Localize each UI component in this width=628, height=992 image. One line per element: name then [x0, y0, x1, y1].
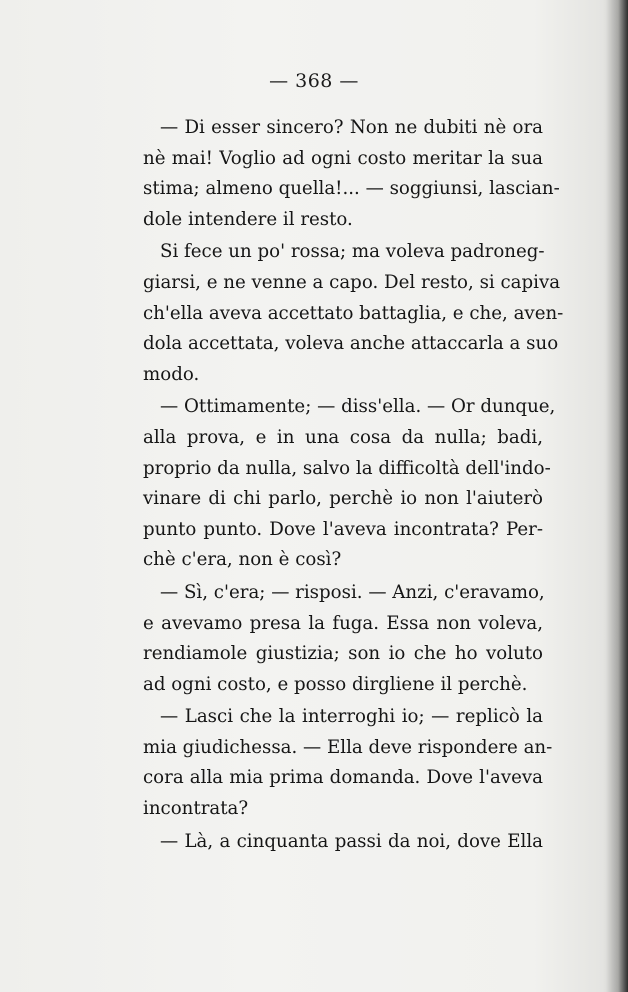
text-line: dole intendere il resto.: [143, 208, 353, 230]
paragraph: [143, 237, 564, 390]
text-line: nè mai! Voglio ad ogni costo meritar la sua: [143, 147, 543, 169]
text-line: dola accettata, voleva anche attaccarla a suo: [143, 333, 559, 355]
text-line: giarsi, e ne venne a capo. Del resto, si capiva: [143, 271, 561, 293]
text-line: vinare di chi parlo, perchè io non l'aiuterò: [143, 488, 543, 510]
text-line: stima; almeno quella!... — soggiunsi, lascian-: [143, 178, 560, 200]
text-line: — Lasci che la interroghi io; — replicò la: [160, 706, 543, 728]
text-line: rendiamole giustizia; son io che ho voluto: [143, 643, 543, 665]
text-line: — Di esser sincero? Non ne dubiti nè ora: [160, 117, 543, 138]
page-edge-shadow: [606, 0, 628, 992]
text-line: cora alla mia prima domanda. Dove l'aveva: [143, 767, 543, 789]
paragraph: [143, 392, 556, 576]
text-line: ad ogni costo, e posso dirgliene il perchè.: [143, 673, 528, 695]
paragraph: [143, 578, 543, 700]
text-line: chè c'era, non è così?: [143, 549, 342, 571]
text-line: — Ottimamente; — diss'ella. — Or dunque,: [160, 396, 556, 418]
text-line: Si fece un po' rossa; ma voleva padroneg-: [160, 241, 545, 263]
body-text: [143, 113, 564, 857]
text-line: e avevamo presa la fuga. Essa non voleva,: [143, 612, 543, 634]
paragraph: [143, 702, 553, 824]
text-line: alla prova, e in una cosa da nulla; badi,: [143, 426, 543, 448]
text-line: ch'ella aveva accettato battaglia, e che, aven-: [143, 302, 564, 324]
text-line: incontrata?: [143, 798, 249, 820]
text-line: modo.: [143, 363, 200, 385]
page-number: — 368 —: [269, 70, 359, 92]
paragraph: [143, 113, 560, 235]
text-line: punto punto. Dove l'aveva incontrata? Per-: [143, 518, 543, 540]
text-line: proprio da nulla, salvo la difficoltà dell'indo-: [143, 457, 551, 479]
text-line: — Là, a cinquanta passi da noi, dove Ella: [160, 830, 543, 852]
paragraph: [143, 827, 543, 858]
text-line: — Sì, c'era; — risposi. — Anzi, c'eravamo,: [160, 581, 545, 603]
text-line: mia giudichessa. — Ella deve rispondere an-: [143, 736, 553, 758]
